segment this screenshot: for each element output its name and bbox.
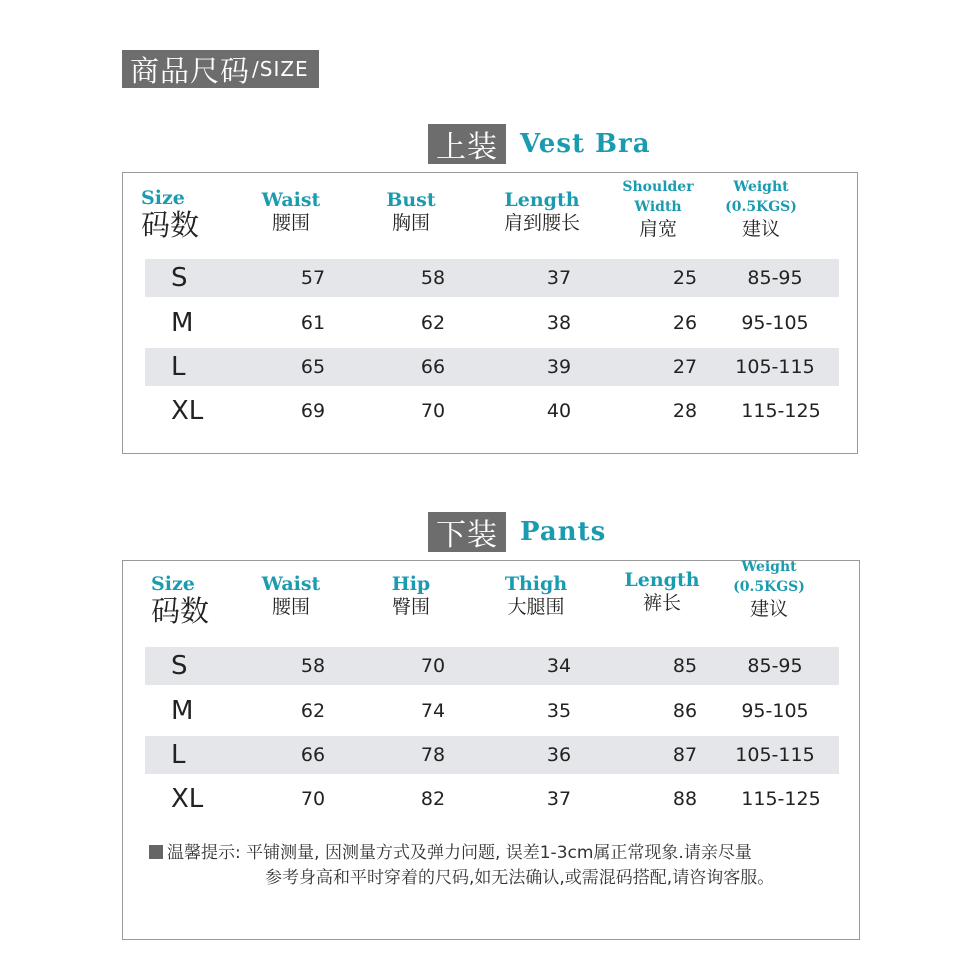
header-waist: Waist 腰围 bbox=[261, 189, 321, 234]
header-waist: Waist 腰围 bbox=[261, 573, 321, 618]
vest-bra-title bbox=[428, 124, 651, 164]
header-hip: Hip 臀围 bbox=[391, 573, 431, 618]
header-size: Size 码数 bbox=[141, 187, 200, 242]
pants-title bbox=[428, 512, 606, 552]
pants-title-en: Pants bbox=[520, 517, 607, 547]
table-row: XL 69 70 40 28 115-125 bbox=[171, 396, 821, 426]
table-row: L 66 78 36 87 105-115 bbox=[145, 736, 839, 774]
header-thigh: Thigh 大腿围 bbox=[504, 573, 568, 618]
header-size: Size 码数 bbox=[151, 573, 210, 628]
size-header-en: /SIZE bbox=[252, 57, 309, 81]
size-header-cn: 商品尺码 bbox=[130, 53, 251, 88]
table-row: S 58 70 34 85 85-95 bbox=[145, 647, 839, 685]
header-length: Length 裤长 bbox=[624, 569, 700, 614]
table-row: L 65 66 39 27 105-115 bbox=[145, 348, 839, 386]
pants-tag: 下装 bbox=[428, 512, 506, 552]
vest-bra-tag: 上装 bbox=[428, 124, 506, 164]
table-row: M 62 74 35 86 95-105 bbox=[171, 696, 809, 726]
header-weight: Weight (0.5KGS) 建议 bbox=[725, 179, 797, 240]
table-row: M 61 62 38 26 95-105 bbox=[171, 308, 809, 338]
measurement-tip-note bbox=[149, 841, 774, 891]
vest-bra-title-en: Vest Bra bbox=[520, 129, 651, 159]
vest-bra-size-table bbox=[122, 172, 858, 454]
size-header-banner bbox=[122, 50, 319, 88]
header-length: Length 肩到腰长 bbox=[503, 189, 580, 234]
square-bullet-icon bbox=[149, 845, 163, 859]
header-bust: Bust 胸围 bbox=[386, 189, 436, 234]
note-line-2: 参考身高和平时穿着的尺码,如无法确认,或需混码搭配,请咨询客服。 bbox=[265, 868, 775, 888]
pants-size-table bbox=[122, 560, 860, 940]
header-shoulder-width: Shoulder Width 肩宽 bbox=[622, 179, 694, 240]
header-weight: Weight (0.5KGS) 建议 bbox=[733, 559, 805, 620]
table-row: XL 70 82 37 88 115-125 bbox=[171, 784, 821, 814]
table-row: S 57 58 37 25 85-95 bbox=[145, 259, 839, 297]
note-line-1: 温馨提示: 平铺测量, 因测量方式及弹力问题, 误差1-3cm属正常现象.请亲尽量 bbox=[167, 843, 752, 863]
